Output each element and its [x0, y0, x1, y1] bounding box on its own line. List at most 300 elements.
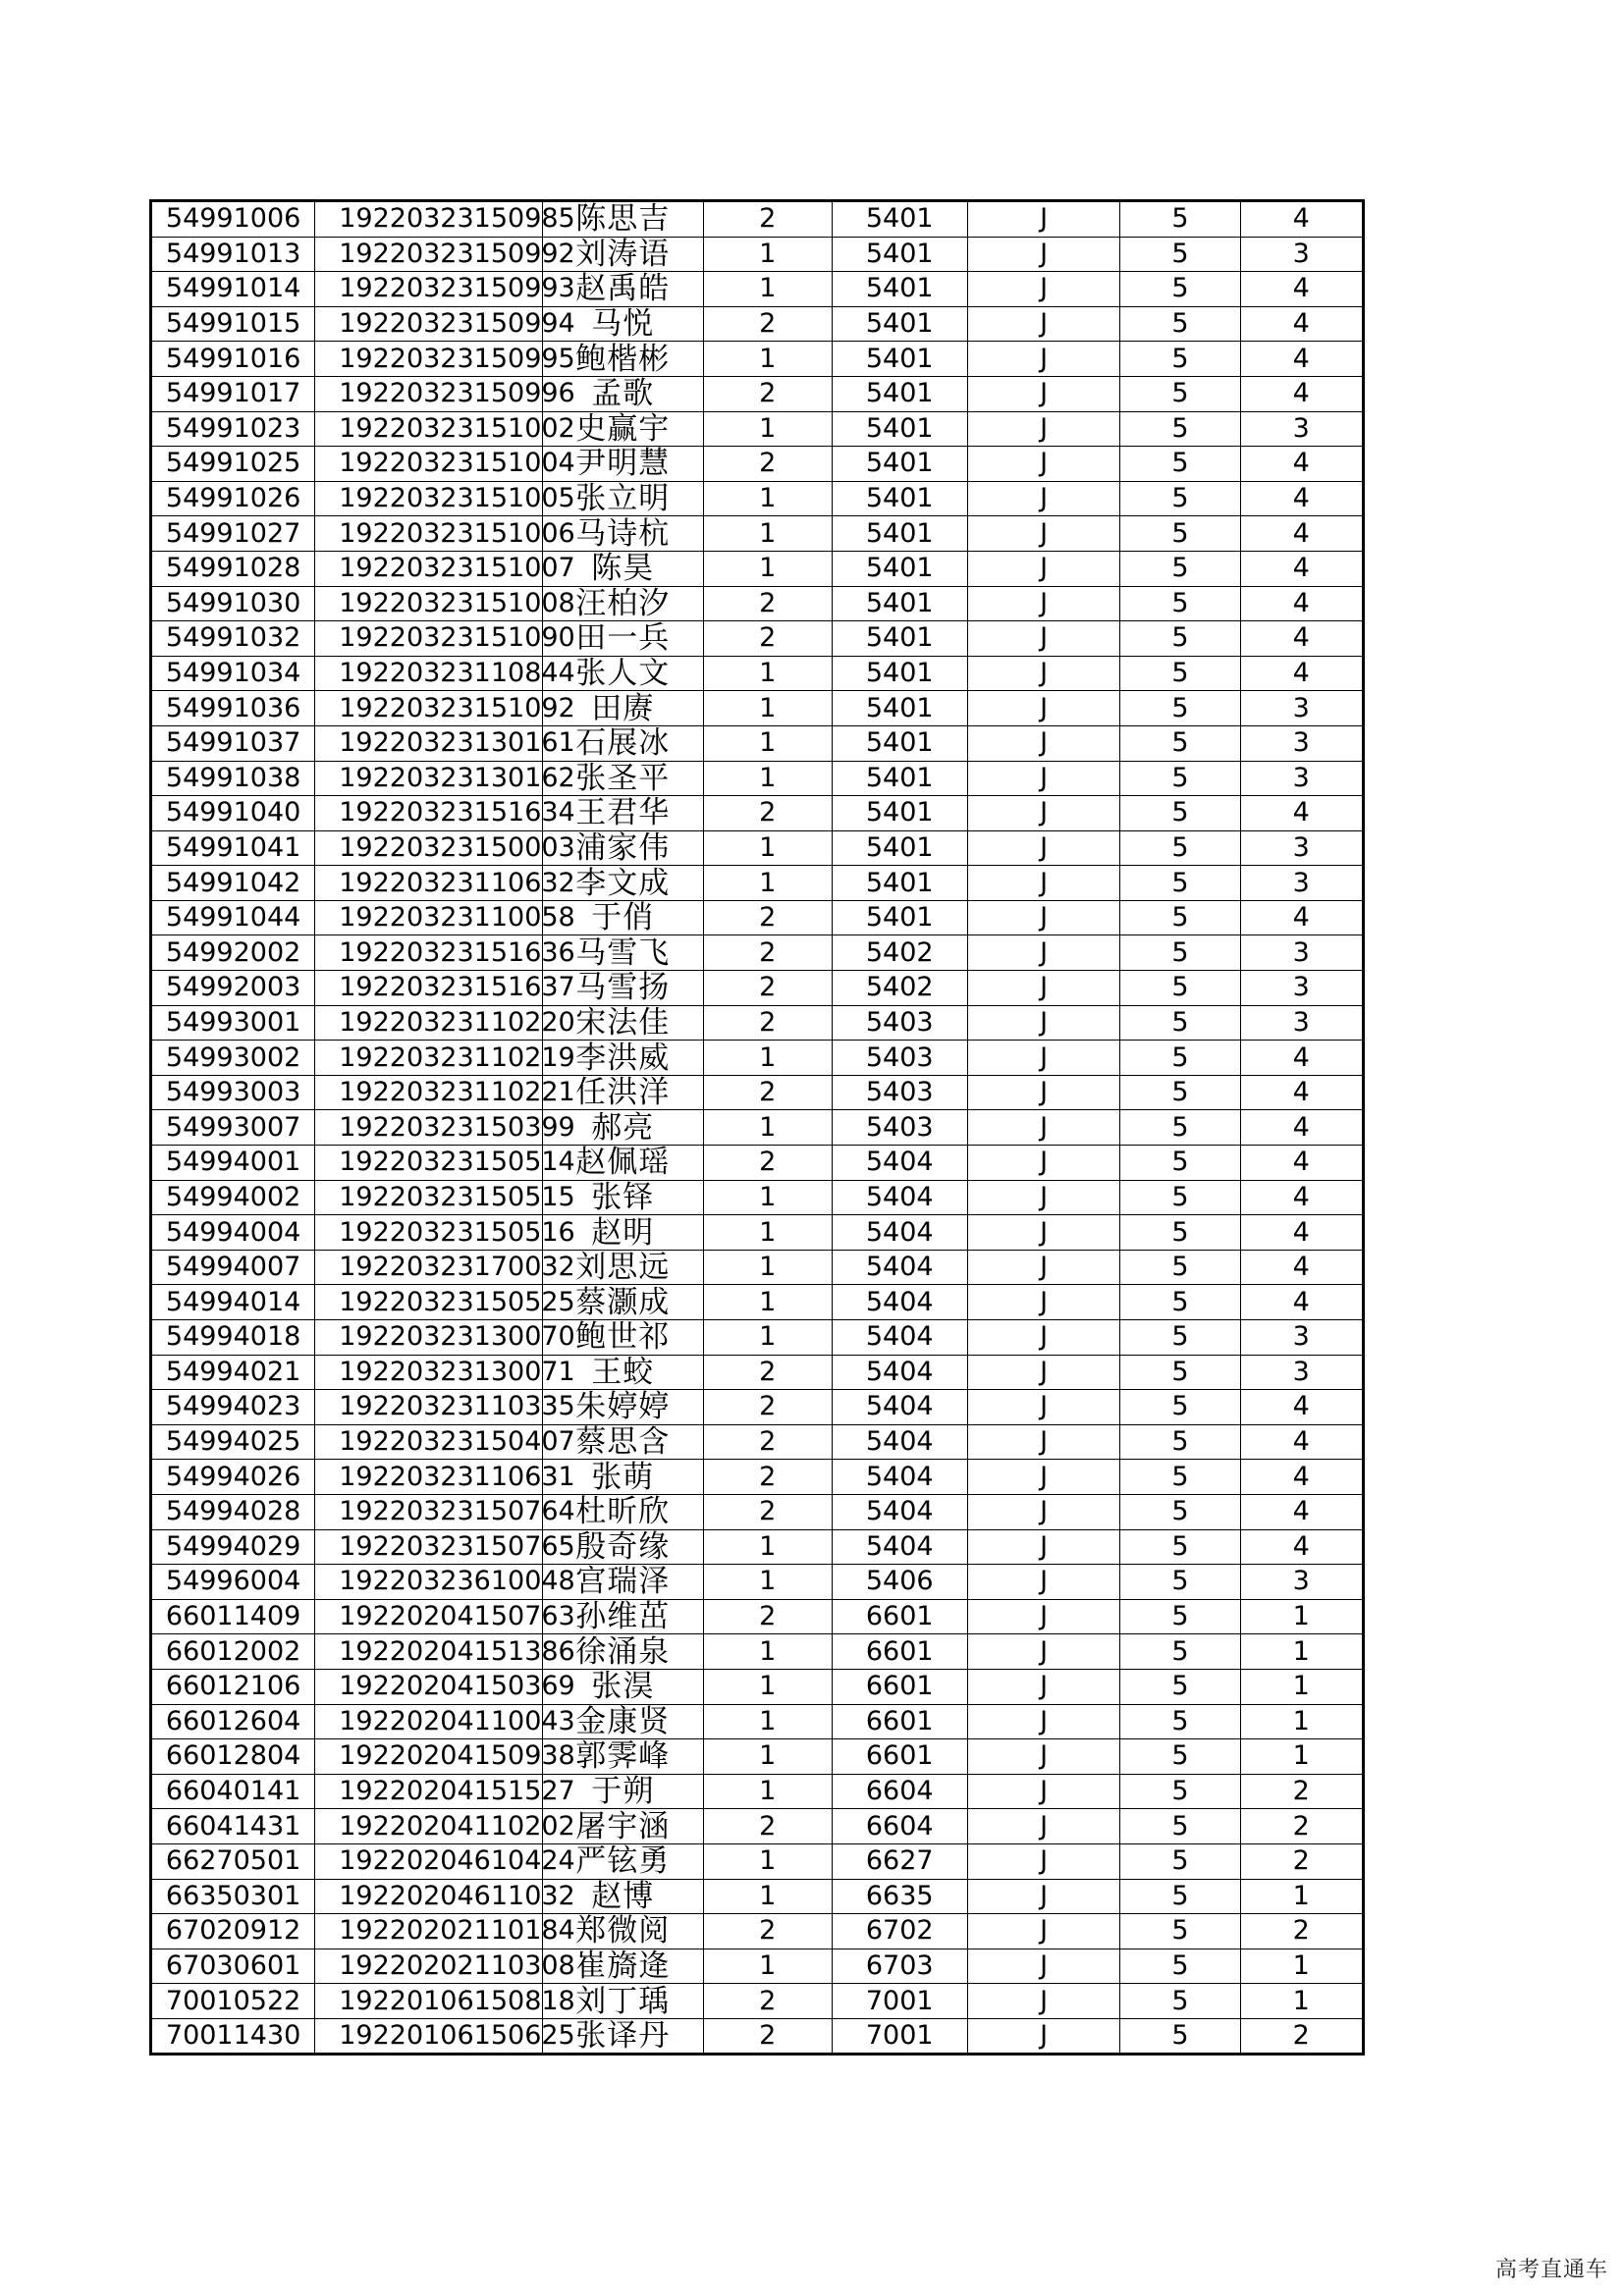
category-code-cell: J — [967, 551, 1119, 586]
gender-code-cell: 2 — [703, 1424, 832, 1460]
footer-watermark: 高考直通车 — [1494, 2258, 1608, 2282]
table-row — [151, 1460, 1364, 1495]
table-row — [151, 201, 1364, 238]
admission-number-cell: 54994007 — [151, 1250, 315, 1285]
school-code-cell: 6635 — [832, 1879, 967, 1914]
group-code-cell: 4 — [1240, 1424, 1363, 1460]
level-code-cell: 5 — [1120, 935, 1240, 971]
school-code-cell: 6604 — [832, 1809, 967, 1844]
category-code-cell: J — [967, 1146, 1119, 1181]
table-row — [151, 481, 1364, 516]
gender-code-cell: 1 — [703, 1250, 832, 1285]
admission-number-cell: 54994021 — [151, 1355, 315, 1390]
level-code-cell: 5 — [1120, 1390, 1240, 1425]
group-code-cell: 4 — [1240, 306, 1363, 342]
level-code-cell: 5 — [1120, 342, 1240, 377]
admission-number-cell: 54991016 — [151, 342, 315, 377]
exam-number-cell: 19220323150514 — [315, 1146, 543, 1181]
table-row — [151, 376, 1364, 411]
admission-number-cell: 54994025 — [151, 1424, 315, 1460]
school-code-cell: 5404 — [832, 1529, 967, 1565]
level-code-cell: 5 — [1120, 1075, 1240, 1110]
table-row — [151, 1146, 1364, 1181]
group-code-cell: 2 — [1240, 1774, 1363, 1809]
exam-number-cell: 19220323150764 — [315, 1494, 543, 1529]
category-code-cell: J — [967, 1984, 1119, 2019]
admission-number-cell: 66011409 — [151, 1599, 315, 1634]
table-row — [151, 1075, 1364, 1110]
exam-number-cell: 19220323151636 — [315, 935, 543, 971]
group-code-cell: 4 — [1240, 272, 1363, 307]
level-code-cell: 5 — [1120, 691, 1240, 726]
group-code-cell: 4 — [1240, 1041, 1363, 1076]
exam-number-cell: 19220106150625 — [315, 2018, 543, 2055]
admission-number-cell: 66012002 — [151, 1634, 315, 1670]
gender-code-cell: 1 — [703, 1529, 832, 1565]
group-code-cell: 4 — [1240, 551, 1363, 586]
category-code-cell: J — [967, 761, 1119, 796]
category-code-cell: J — [967, 1460, 1119, 1495]
category-code-cell: J — [967, 1320, 1119, 1356]
table-row — [151, 342, 1364, 377]
exam-number-cell: 19220323151634 — [315, 796, 543, 831]
admission-number-cell: 54991037 — [151, 725, 315, 761]
school-code-cell: 6601 — [832, 1704, 967, 1739]
level-code-cell: 5 — [1120, 586, 1240, 621]
group-code-cell: 4 — [1240, 621, 1363, 657]
category-code-cell: J — [967, 1774, 1119, 1809]
level-code-cell: 5 — [1120, 306, 1240, 342]
exam-number-cell: 19220323130071 — [315, 1355, 543, 1390]
admission-number-cell: 54994002 — [151, 1180, 315, 1215]
group-code-cell: 3 — [1240, 1005, 1363, 1041]
exam-number-cell: 19220323110219 — [315, 1041, 543, 1076]
gender-code-cell: 1 — [703, 761, 832, 796]
table-row — [151, 237, 1364, 272]
school-code-cell: 5401 — [832, 656, 967, 691]
gender-code-cell: 1 — [703, 1634, 832, 1670]
table-row — [151, 2018, 1364, 2055]
school-code-cell: 6703 — [832, 1949, 967, 1984]
group-code-cell: 4 — [1240, 900, 1363, 935]
group-code-cell: 4 — [1240, 516, 1363, 552]
category-code-cell: J — [967, 272, 1119, 307]
gender-code-cell: 2 — [703, 621, 832, 657]
school-code-cell: 5404 — [832, 1285, 967, 1320]
school-code-cell: 5401 — [832, 411, 967, 447]
category-code-cell: J — [967, 935, 1119, 971]
category-code-cell: J — [967, 796, 1119, 831]
group-code-cell: 3 — [1240, 971, 1363, 1006]
student-name-cell: 田赓 — [542, 691, 703, 726]
admission-number-cell: 66350301 — [151, 1879, 315, 1914]
school-code-cell: 6702 — [832, 1914, 967, 1949]
exam-number-cell: 19220323150516 — [315, 1215, 543, 1251]
student-name-cell: 郝亮 — [542, 1110, 703, 1146]
category-code-cell: J — [967, 2018, 1119, 2055]
school-code-cell: 5404 — [832, 1355, 967, 1390]
student-name-cell: 石展冰 — [542, 725, 703, 761]
school-code-cell: 5403 — [832, 1110, 967, 1146]
level-code-cell: 5 — [1120, 1669, 1240, 1704]
student-name-cell: 孙维茁 — [542, 1599, 703, 1634]
exam-number-cell: 19220323150995 — [315, 342, 543, 377]
gender-code-cell: 1 — [703, 1843, 832, 1879]
level-code-cell: 5 — [1120, 1005, 1240, 1041]
group-code-cell: 4 — [1240, 796, 1363, 831]
school-code-cell: 5401 — [832, 516, 967, 552]
group-code-cell: 4 — [1240, 201, 1363, 238]
gender-code-cell: 2 — [703, 586, 832, 621]
level-code-cell: 5 — [1120, 1355, 1240, 1390]
gender-code-cell: 1 — [703, 1879, 832, 1914]
gender-code-cell: 1 — [703, 1041, 832, 1076]
admission-number-cell: 54994029 — [151, 1529, 315, 1565]
group-code-cell: 3 — [1240, 411, 1363, 447]
category-code-cell: J — [967, 1634, 1119, 1670]
school-code-cell: 6601 — [832, 1669, 967, 1704]
exam-number-cell: 19220323150003 — [315, 830, 543, 866]
school-code-cell: 5402 — [832, 971, 967, 1006]
table-row — [151, 1809, 1364, 1844]
admission-number-cell: 54993001 — [151, 1005, 315, 1041]
gender-code-cell: 2 — [703, 1146, 832, 1181]
school-code-cell: 7001 — [832, 1984, 967, 2019]
category-code-cell: J — [967, 1704, 1119, 1739]
category-code-cell: J — [967, 830, 1119, 866]
gender-code-cell: 1 — [703, 1215, 832, 1251]
group-code-cell: 1 — [1240, 1599, 1363, 1634]
exam-number-cell: 19220106150818 — [315, 1984, 543, 2019]
student-name-cell: 刘涛语 — [542, 237, 703, 272]
gender-code-cell: 2 — [703, 796, 832, 831]
table-row — [151, 1285, 1364, 1320]
gender-code-cell: 1 — [703, 342, 832, 377]
category-code-cell: J — [967, 376, 1119, 411]
level-code-cell: 5 — [1120, 1914, 1240, 1949]
group-code-cell: 4 — [1240, 342, 1363, 377]
group-code-cell: 1 — [1240, 1949, 1363, 1984]
gender-code-cell: 2 — [703, 1914, 832, 1949]
group-code-cell: 4 — [1240, 376, 1363, 411]
exam-number-cell: 19220323150992 — [315, 237, 543, 272]
category-code-cell: J — [967, 516, 1119, 552]
school-code-cell: 5404 — [832, 1215, 967, 1251]
level-code-cell: 5 — [1120, 1843, 1240, 1879]
table-row — [151, 866, 1364, 901]
group-code-cell: 4 — [1240, 447, 1363, 482]
level-code-cell: 5 — [1120, 481, 1240, 516]
table-row — [151, 1984, 1364, 2019]
student-name-cell: 宋法佳 — [542, 1005, 703, 1041]
table-row — [151, 656, 1364, 691]
group-code-cell: 4 — [1240, 586, 1363, 621]
student-name-cell: 陈思吉 — [542, 201, 703, 238]
student-name-cell: 赵明 — [542, 1215, 703, 1251]
student-name-cell: 张圣平 — [542, 761, 703, 796]
admission-number-cell: 54991015 — [151, 306, 315, 342]
gender-code-cell: 1 — [703, 866, 832, 901]
student-name-cell: 马悦 — [542, 306, 703, 342]
gender-code-cell: 1 — [703, 656, 832, 691]
admission-number-cell: 54991038 — [151, 761, 315, 796]
exam-number-cell: 19220204151527 — [315, 1774, 543, 1809]
gender-code-cell: 2 — [703, 2018, 832, 2055]
student-name-cell: 郭霁峰 — [542, 1739, 703, 1775]
level-code-cell: 5 — [1120, 201, 1240, 238]
level-code-cell: 5 — [1120, 1320, 1240, 1356]
table-row — [151, 1529, 1364, 1565]
admission-number-cell: 54994014 — [151, 1285, 315, 1320]
gender-code-cell: 2 — [703, 201, 832, 238]
group-code-cell: 3 — [1240, 725, 1363, 761]
category-code-cell: J — [967, 1180, 1119, 1215]
exam-number-cell: 19220323110058 — [315, 900, 543, 935]
category-code-cell: J — [967, 1285, 1119, 1320]
school-code-cell: 5402 — [832, 935, 967, 971]
student-name-cell: 蔡灏成 — [542, 1285, 703, 1320]
school-code-cell: 5401 — [832, 866, 967, 901]
school-code-cell: 5403 — [832, 1075, 967, 1110]
gender-code-cell: 2 — [703, 447, 832, 482]
level-code-cell: 5 — [1120, 1739, 1240, 1775]
student-name-cell: 马诗杭 — [542, 516, 703, 552]
exam-number-cell: 19220204150938 — [315, 1739, 543, 1775]
exam-number-cell: 19220323110221 — [315, 1075, 543, 1110]
gender-code-cell: 2 — [703, 1599, 832, 1634]
exam-number-cell: 19220323151002 — [315, 411, 543, 447]
admission-number-cell: 54992002 — [151, 935, 315, 971]
school-code-cell: 5406 — [832, 1565, 967, 1600]
gender-code-cell: 2 — [703, 1075, 832, 1110]
category-code-cell: J — [967, 342, 1119, 377]
school-code-cell: 5401 — [832, 621, 967, 657]
category-code-cell: J — [967, 656, 1119, 691]
admission-number-cell: 54991027 — [151, 516, 315, 552]
category-code-cell: J — [967, 306, 1119, 342]
level-code-cell: 5 — [1120, 1879, 1240, 1914]
gender-code-cell: 1 — [703, 1949, 832, 1984]
level-code-cell: 5 — [1120, 1565, 1240, 1600]
group-code-cell: 4 — [1240, 1529, 1363, 1565]
table-row — [151, 796, 1364, 831]
level-code-cell: 5 — [1120, 866, 1240, 901]
table-row — [151, 761, 1364, 796]
category-code-cell: J — [967, 237, 1119, 272]
group-code-cell: 4 — [1240, 1250, 1363, 1285]
admission-number-cell: 54993002 — [151, 1041, 315, 1076]
table-row — [151, 1005, 1364, 1041]
group-code-cell: 4 — [1240, 1075, 1363, 1110]
student-name-cell: 刘丁瑀 — [542, 1984, 703, 2019]
admission-number-cell: 54991017 — [151, 376, 315, 411]
admission-number-cell: 54993007 — [151, 1110, 315, 1146]
school-code-cell: 5404 — [832, 1390, 967, 1425]
student-name-cell: 崔旖逄 — [542, 1949, 703, 1984]
level-code-cell: 5 — [1120, 1146, 1240, 1181]
student-name-cell: 刘思远 — [542, 1250, 703, 1285]
school-code-cell: 6604 — [832, 1774, 967, 1809]
gender-code-cell: 1 — [703, 1110, 832, 1146]
exam-number-cell: 19220323150399 — [315, 1110, 543, 1146]
exam-number-cell: 19220323110335 — [315, 1390, 543, 1425]
exam-number-cell: 19220323150515 — [315, 1180, 543, 1215]
exam-number-cell: 19220323150525 — [315, 1285, 543, 1320]
gender-code-cell: 1 — [703, 1704, 832, 1739]
exam-number-cell: 19220204110202 — [315, 1809, 543, 1844]
level-code-cell: 5 — [1120, 516, 1240, 552]
student-name-cell: 浦家伟 — [542, 830, 703, 866]
category-code-cell: J — [967, 725, 1119, 761]
gender-code-cell: 2 — [703, 1984, 832, 2019]
level-code-cell: 5 — [1120, 971, 1240, 1006]
group-code-cell: 3 — [1240, 935, 1363, 971]
gender-code-cell: 2 — [703, 306, 832, 342]
exam-number-cell: 19220204611032 — [315, 1879, 543, 1914]
level-code-cell: 5 — [1120, 900, 1240, 935]
admission-number-cell: 54991025 — [151, 447, 315, 482]
admission-number-cell: 54991026 — [151, 481, 315, 516]
category-code-cell: J — [967, 1843, 1119, 1879]
level-code-cell: 5 — [1120, 376, 1240, 411]
student-name-cell: 郑微阅 — [542, 1914, 703, 1949]
admission-number-cell: 54991036 — [151, 691, 315, 726]
category-code-cell: J — [967, 1390, 1119, 1425]
school-code-cell: 5401 — [832, 481, 967, 516]
exam-number-cell: 19220323130162 — [315, 761, 543, 796]
admission-number-cell: 54993003 — [151, 1075, 315, 1110]
gender-code-cell: 1 — [703, 1180, 832, 1215]
table-row — [151, 306, 1364, 342]
level-code-cell: 5 — [1120, 621, 1240, 657]
student-name-cell: 赵佩瑶 — [542, 1146, 703, 1181]
table-row — [151, 1774, 1364, 1809]
level-code-cell: 5 — [1120, 1215, 1240, 1251]
roster-body — [151, 201, 1364, 2055]
level-code-cell: 5 — [1120, 1599, 1240, 1634]
level-code-cell: 5 — [1120, 725, 1240, 761]
category-code-cell: J — [967, 1355, 1119, 1390]
school-code-cell: 5404 — [832, 1424, 967, 1460]
table-row — [151, 1494, 1364, 1529]
exam-number-cell: 19220204150763 — [315, 1599, 543, 1634]
exam-number-cell: 19220323151004 — [315, 447, 543, 482]
table-row — [151, 1320, 1364, 1356]
table-row — [151, 1634, 1364, 1670]
admission-number-cell: 54991013 — [151, 237, 315, 272]
school-code-cell: 5404 — [832, 1320, 967, 1356]
admission-number-cell: 70010522 — [151, 1984, 315, 2019]
category-code-cell: J — [967, 1739, 1119, 1775]
school-code-cell: 7001 — [832, 2018, 967, 2055]
category-code-cell: J — [967, 1005, 1119, 1041]
gender-code-cell: 1 — [703, 1285, 832, 1320]
table-row — [151, 1914, 1364, 1949]
student-name-cell: 李文成 — [542, 866, 703, 901]
admission-number-cell: 54991023 — [151, 411, 315, 447]
school-code-cell: 5401 — [832, 761, 967, 796]
table-row — [151, 1041, 1364, 1076]
category-code-cell: J — [967, 1565, 1119, 1600]
table-row — [151, 1250, 1364, 1285]
group-code-cell: 3 — [1240, 237, 1363, 272]
table-row — [151, 1599, 1364, 1634]
category-code-cell: J — [967, 971, 1119, 1006]
category-code-cell: J — [967, 1914, 1119, 1949]
level-code-cell: 5 — [1120, 1250, 1240, 1285]
table-row — [151, 691, 1364, 726]
category-code-cell: J — [967, 447, 1119, 482]
table-row — [151, 447, 1364, 482]
admission-number-cell: 54991040 — [151, 796, 315, 831]
student-name-cell: 孟歌 — [542, 376, 703, 411]
exam-number-cell: 19220323130070 — [315, 1320, 543, 1356]
student-name-cell: 张淏 — [542, 1669, 703, 1704]
gender-code-cell: 1 — [703, 691, 832, 726]
group-code-cell: 1 — [1240, 1739, 1363, 1775]
school-code-cell: 6601 — [832, 1599, 967, 1634]
category-code-cell: J — [967, 866, 1119, 901]
table-row — [151, 586, 1364, 621]
level-code-cell: 5 — [1120, 237, 1240, 272]
group-code-cell: 3 — [1240, 691, 1363, 726]
exam-number-cell: 19220323151090 — [315, 621, 543, 657]
group-code-cell: 2 — [1240, 2018, 1363, 2055]
level-code-cell: 5 — [1120, 411, 1240, 447]
school-code-cell: 5401 — [832, 796, 967, 831]
student-name-cell: 于俏 — [542, 900, 703, 935]
gender-code-cell: 1 — [703, 1669, 832, 1704]
admission-number-cell: 54991034 — [151, 656, 315, 691]
table-row — [151, 1180, 1364, 1215]
student-name-cell: 殷奇缘 — [542, 1529, 703, 1565]
exam-number-cell: 19220323151007 — [315, 551, 543, 586]
gender-code-cell: 2 — [703, 1809, 832, 1844]
gender-code-cell: 1 — [703, 1774, 832, 1809]
level-code-cell: 5 — [1120, 1809, 1240, 1844]
exam-number-cell: 19220323151005 — [315, 481, 543, 516]
exam-number-cell: 19220204610424 — [315, 1843, 543, 1879]
table-row — [151, 1879, 1364, 1914]
student-name-cell: 张立明 — [542, 481, 703, 516]
category-code-cell: J — [967, 1041, 1119, 1076]
group-code-cell: 4 — [1240, 1460, 1363, 1495]
school-code-cell: 5404 — [832, 1460, 967, 1495]
level-code-cell: 5 — [1120, 1774, 1240, 1809]
category-code-cell: J — [967, 1250, 1119, 1285]
table-row — [151, 1704, 1364, 1739]
student-name-cell: 张译丹 — [542, 2018, 703, 2055]
admission-number-cell: 54991042 — [151, 866, 315, 901]
category-code-cell: J — [967, 1809, 1119, 1844]
exam-number-cell: 19220323151637 — [315, 971, 543, 1006]
admission-number-cell: 54994001 — [151, 1146, 315, 1181]
gender-code-cell: 2 — [703, 900, 832, 935]
admission-number-cell: 67020912 — [151, 1914, 315, 1949]
table-row — [151, 272, 1364, 307]
category-code-cell: J — [967, 1215, 1119, 1251]
student-name-cell: 赵禹皓 — [542, 272, 703, 307]
table-row — [151, 1739, 1364, 1775]
school-code-cell: 5404 — [832, 1146, 967, 1181]
level-code-cell: 5 — [1120, 1460, 1240, 1495]
group-code-cell: 2 — [1240, 1843, 1363, 1879]
school-code-cell: 5401 — [832, 447, 967, 482]
school-code-cell: 5401 — [832, 237, 967, 272]
gender-code-cell: 1 — [703, 1739, 832, 1775]
school-code-cell: 5401 — [832, 376, 967, 411]
level-code-cell: 5 — [1120, 830, 1240, 866]
